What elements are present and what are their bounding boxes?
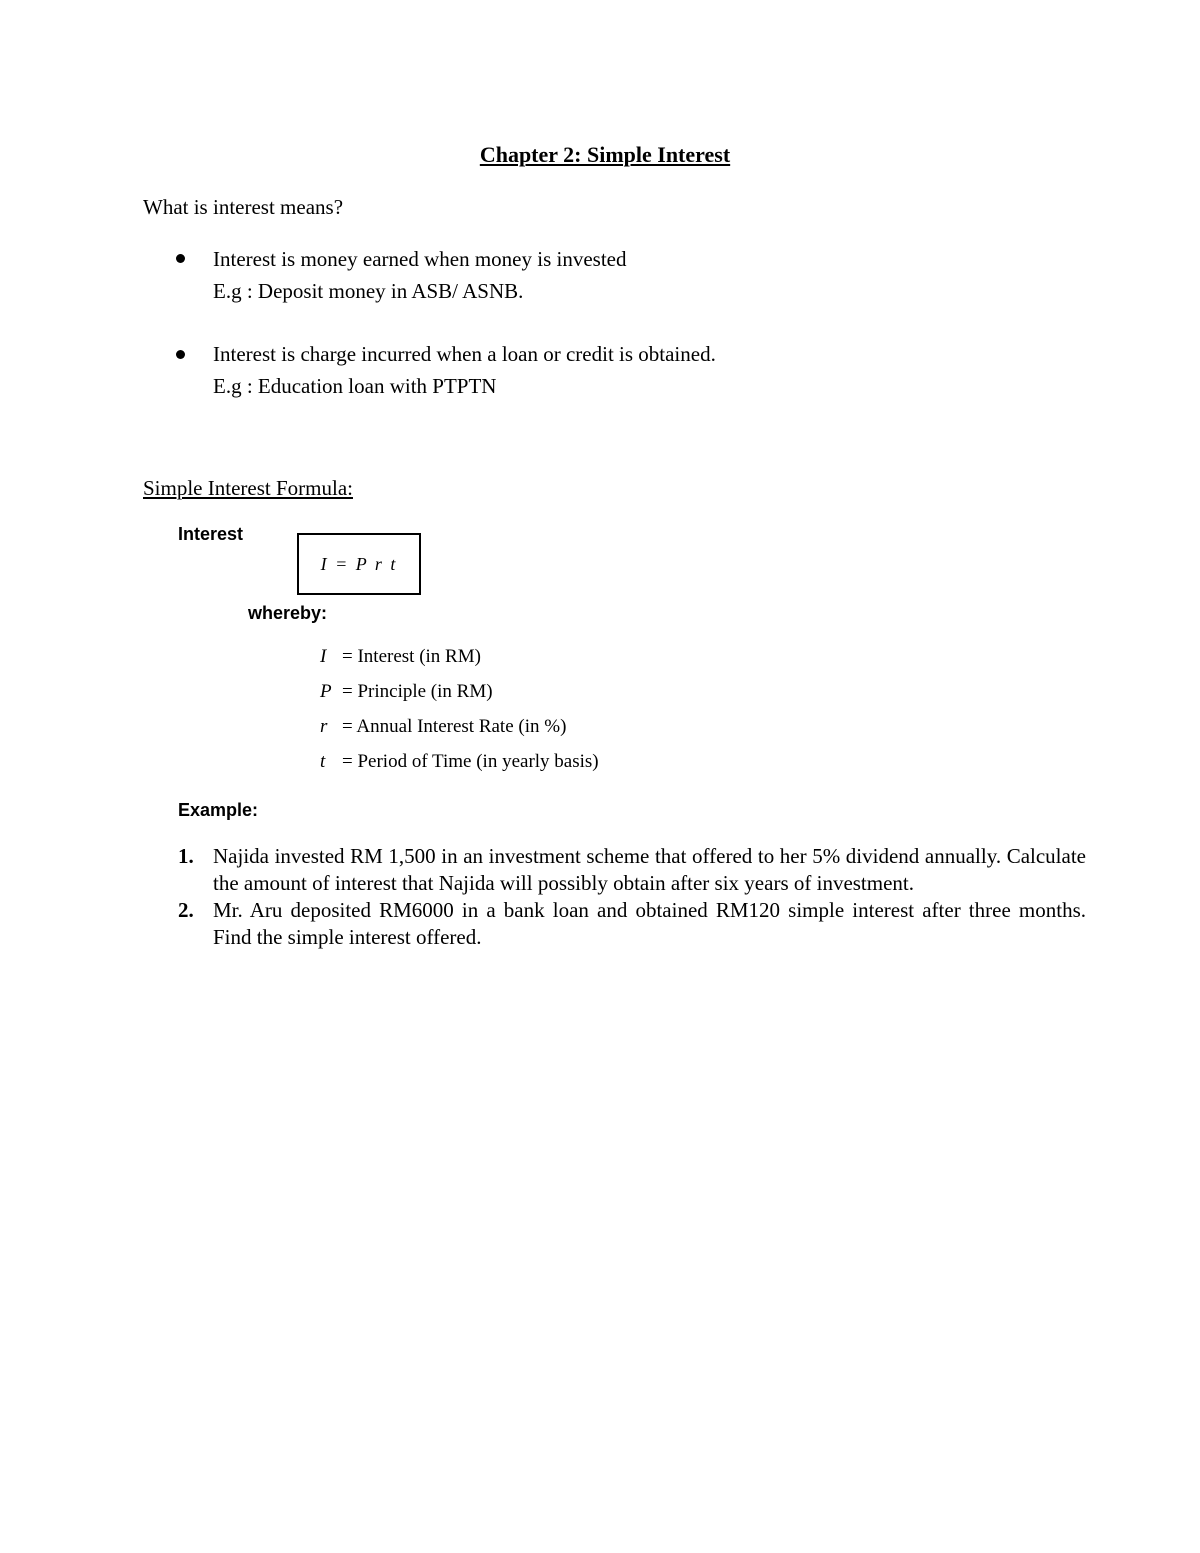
example-label: Example: xyxy=(178,800,259,820)
formula-text: I = P r t xyxy=(320,553,398,574)
definition-symbol: P xyxy=(320,681,332,702)
definition-row xyxy=(320,681,493,703)
bullet-text-earned: Interest is money earned when money is invested xyxy=(213,247,627,271)
whereby-label: whereby: xyxy=(248,603,328,623)
example-text: Najida invested RM 1,500 in an investment scheme that offered to her 5% dividend annually. Calculate the amount of interest that Najida will possibly obtain after six years of investment. xyxy=(213,844,1086,895)
question-heading: What is interest means? xyxy=(143,195,344,219)
example-number: 2. xyxy=(178,898,194,922)
definition-row xyxy=(320,646,481,668)
bullet-example-loan: E.g : Education loan with PTPTN xyxy=(213,374,497,398)
bullet-example-deposit: E.g : Deposit money in ASB/ ASNB. xyxy=(213,279,524,303)
definition-meaning: = Principle (in RM) xyxy=(342,681,493,702)
definition-row xyxy=(320,716,566,738)
definition-row xyxy=(320,751,599,773)
bullet-icon xyxy=(176,254,185,263)
definition-meaning: = Annual Interest Rate (in %) xyxy=(342,716,567,737)
definition-meaning: = Interest (in RM) xyxy=(342,646,481,667)
example-text: Mr. Aru deposited RM6000 in a bank loan and obtained RM120 simple interest after three months. Find the simple interest offered. xyxy=(213,898,1086,949)
definition-symbol: t xyxy=(320,751,326,772)
interest-label: Interest xyxy=(178,524,244,544)
bullet-text-charge: Interest is charge incurred when a loan or credit is obtained. xyxy=(213,342,716,366)
example-item xyxy=(178,897,1086,951)
example-list xyxy=(178,843,1086,951)
example-number: 1. xyxy=(178,844,194,868)
formula-box xyxy=(297,533,421,595)
definition-symbol: r xyxy=(320,716,328,737)
bullet-icon xyxy=(176,350,185,359)
formula-heading: Simple Interest Formula: xyxy=(143,476,353,500)
definition-symbol: I xyxy=(320,646,327,667)
page-title: Chapter 2: Simple Interest xyxy=(479,142,731,167)
example-item xyxy=(178,843,1086,897)
definition-meaning: = Period of Time (in yearly basis) xyxy=(342,751,599,772)
